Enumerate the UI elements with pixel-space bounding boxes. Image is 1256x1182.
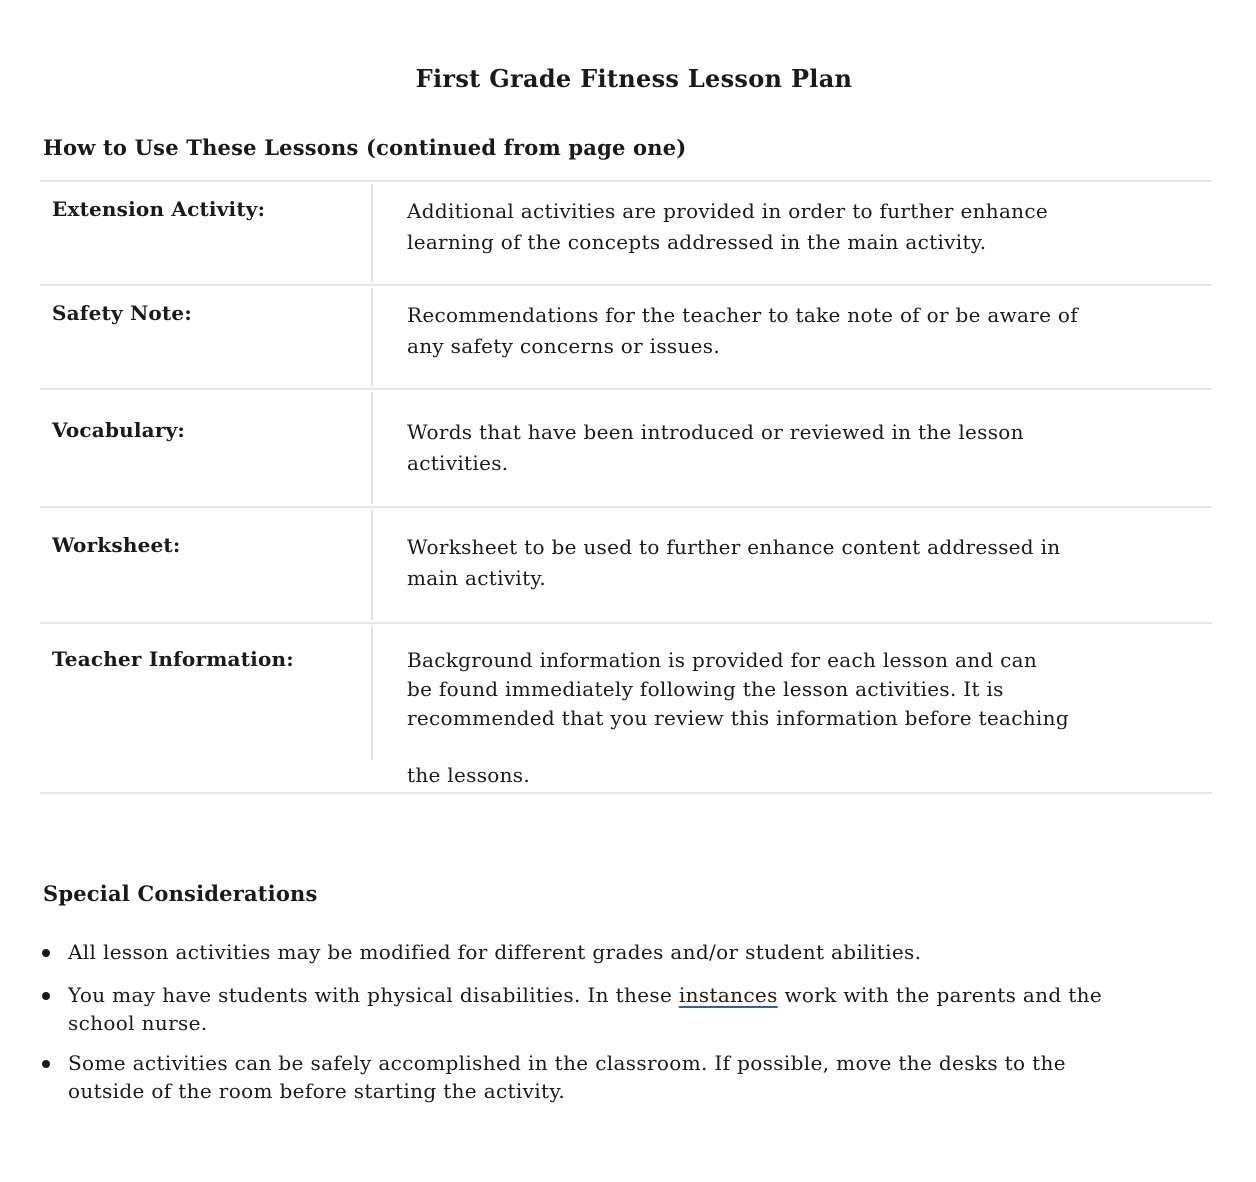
section-heading-how-to-use: How to Use These Lessons (continued from page one) [43, 135, 687, 160]
definition-row-vocabulary [40, 388, 1212, 506]
list-item [40, 1049, 1190, 1105]
description-line: learning of the concepts addressed in the main activity. [407, 230, 987, 254]
column-divider [371, 392, 373, 504]
list-item [40, 981, 1190, 1037]
definition-row-worksheet [40, 506, 1212, 622]
definition-term: Extension Activity: [52, 197, 266, 221]
description-line: Words that have been introduced or reviewed in the lesson [407, 420, 1024, 444]
bullet-icon [42, 1060, 50, 1068]
definition-description [407, 196, 1127, 258]
column-divider [371, 510, 373, 620]
description-line: recommended that you review this information before teaching [407, 706, 1069, 730]
description-line: be found immediately following the lesson activities. It is [407, 677, 1004, 701]
column-divider [371, 184, 373, 282]
definitions-table [40, 180, 1212, 794]
definition-row-safety-note [40, 284, 1212, 388]
definition-description [407, 417, 1127, 479]
bullet-icon [42, 992, 50, 1000]
list-item-text [68, 981, 1190, 1009]
description-line: any safety concerns or issues. [407, 334, 721, 358]
column-divider [371, 288, 373, 386]
special-considerations-heading: Special Considerations [43, 881, 318, 906]
list-item [40, 938, 1190, 966]
definition-term: Vocabulary: [52, 418, 185, 442]
text-segment: You may have students with physical disabilities. In these [68, 983, 679, 1007]
definition-term: Worksheet: [52, 533, 181, 557]
list-item-text: All lesson activities may be modified for different grades and/or student abilities. [68, 940, 922, 964]
description-line: Worksheet to be used to further enhance content addressed in [407, 535, 1061, 559]
special-considerations-list [40, 938, 1190, 1105]
definition-row-extension-activity [40, 180, 1212, 284]
instances-link[interactable]: instances [678, 983, 778, 1007]
description-line: activities. [407, 451, 509, 475]
definition-description [407, 300, 1127, 362]
description-line: Additional activities are provided in order to further enhance [407, 199, 1048, 223]
list-item-text: outside of the room before starting the activity. [68, 1079, 566, 1103]
description-line: Background information is provided for each lesson and can [407, 648, 1038, 672]
definition-row-teacher-information [40, 622, 1212, 794]
list-item-text: Some activities can be safely accomplished in the classroom. If possible, move the desks to the [68, 1051, 1066, 1075]
definition-term: Safety Note: [52, 301, 192, 325]
text-segment: work with the parents and the [777, 983, 1103, 1007]
bullet-icon [42, 949, 50, 957]
definition-term: Teacher Information: [52, 647, 294, 671]
document-title: First Grade Fitness Lesson Plan [415, 64, 853, 93]
description-line: main activity. [407, 566, 547, 590]
definition-description [407, 646, 1127, 790]
definition-description [407, 532, 1127, 594]
description-line: the lessons. [407, 763, 531, 787]
list-item-text: school nurse. [68, 1011, 208, 1035]
description-line: Recommendations for the teacher to take note of or be aware of [407, 303, 1078, 327]
column-divider [371, 626, 373, 760]
